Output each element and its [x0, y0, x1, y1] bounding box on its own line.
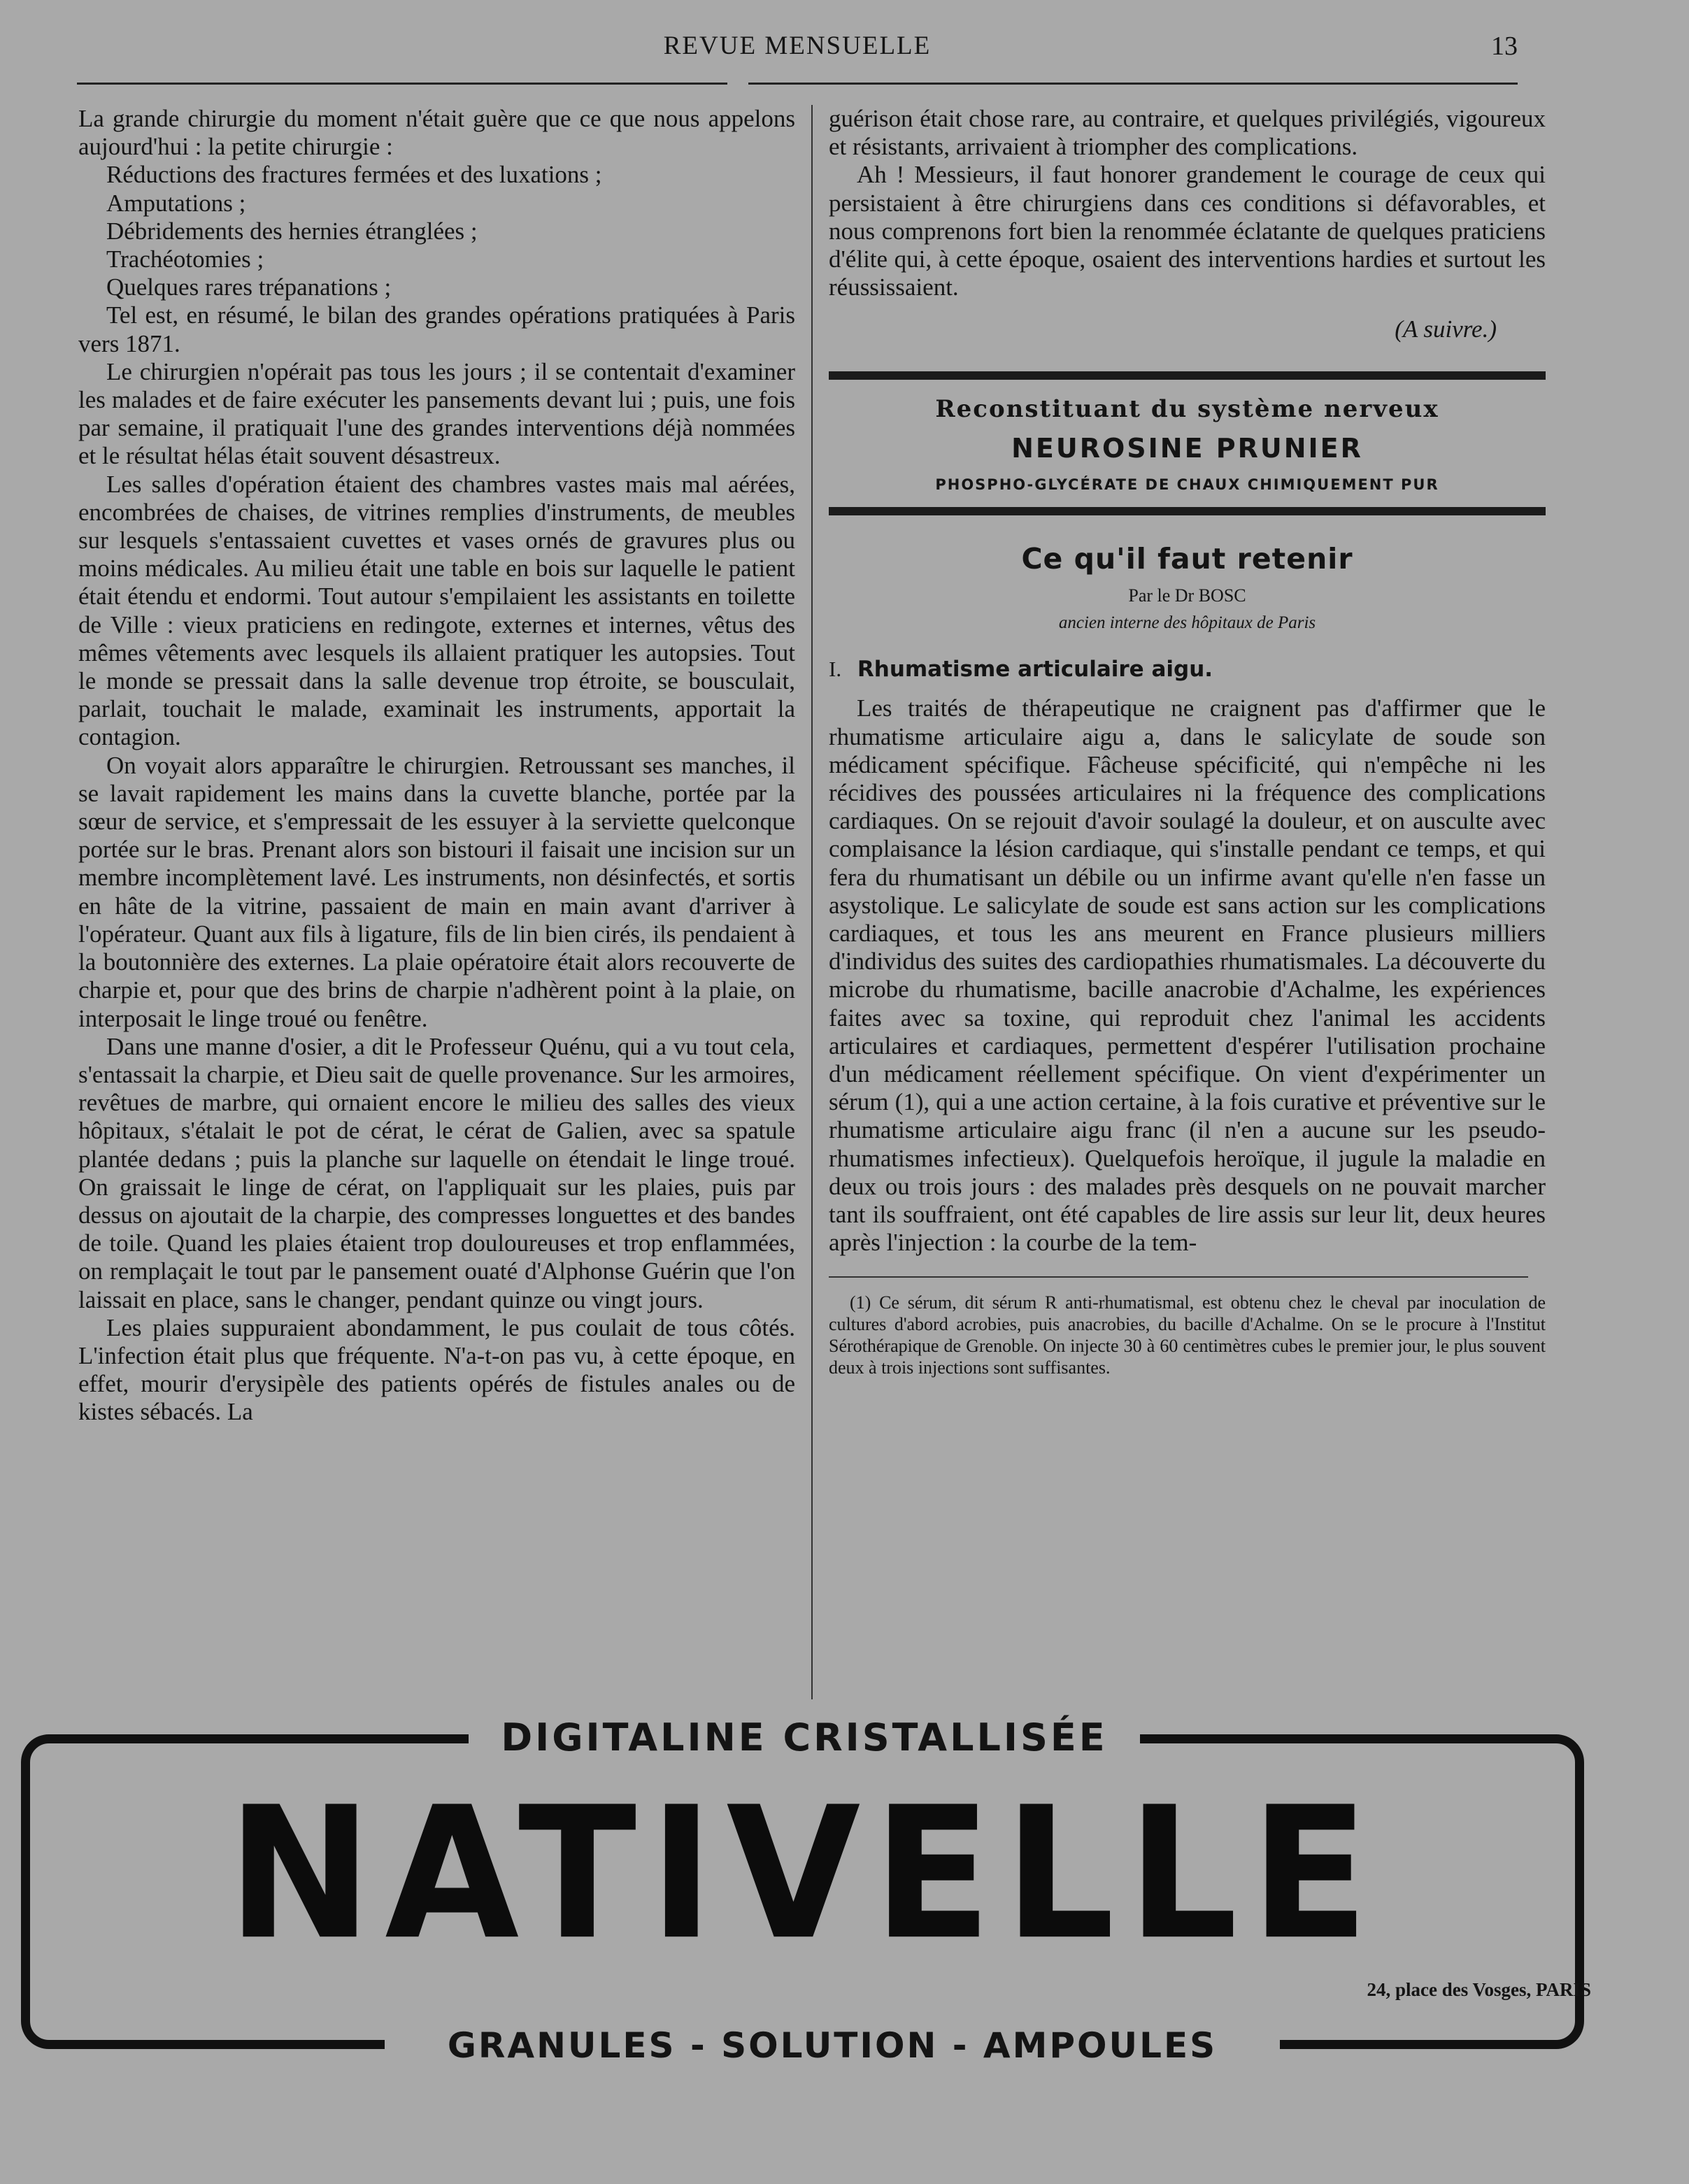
nativelle-banner	[21, 1713, 1591, 2066]
paragraph: Les salles d'opération étaient des chambres vastes mais mal aérées, encombrées de chaises, de vitrines remplies d'instruments, de meubles sur lesquels s'entassaient cuvettes et vases ornés de gravures plus ou moins médicales. Au milieu était une table en bois sur laquelle le patient était étendu et endormi. Tout autour s'empilaient les assistants en toilette de Ville : vieux praticiens en redingote, externes et internes, vêtus des mêmes vêtements avec lesquels ils allaient pratiquer les autopsies. Tout le monde se pressait dans la salle devenue trop étroite, se bousculait, parlait, touchait le malade, examinait les instruments, apportait la contagion.	[78, 470, 795, 751]
advert-product: NEUROSINE PRUNIER	[1011, 433, 1363, 464]
neurosine-advert	[829, 380, 1546, 507]
left-column	[78, 105, 795, 1427]
list-item: Amputations ;	[106, 189, 246, 217]
banner-brand: NATIVELLE	[227, 1768, 1382, 1980]
banner-top-text: DIGITALINE CRISTALLISÉE	[469, 1713, 1140, 1762]
advert-description: PHOSPHO-GLYCÉRATE DE CHAUX CHIMIQUEMENT PUR	[935, 476, 1439, 494]
banner-address: 24, place des Vosges, PARIS	[1367, 1979, 1591, 2000]
paragraph: Le chirurgien n'opérait pas tous les jours ; il se contentait d'examiner les malades et de faire exécuter les pansements devant lui ; puis, une fois par semaine, il pratiquait l'une des grandes interventions déjà nommées et le résultat hélas était souvent désastreux.	[78, 357, 795, 470]
header-rule-right	[748, 83, 1518, 85]
running-title: REVUE MENSUELLE	[663, 31, 932, 60]
article-byline: Par le Dr BOSC	[1128, 585, 1246, 606]
a-suivre-note: (A suivre.)	[1395, 315, 1497, 343]
author-affiliation: ancien interne des hôpitaux de Paris	[1058, 613, 1316, 633]
section-heading	[829, 657, 1546, 682]
page-number: 13	[1491, 31, 1518, 61]
section-number: I.	[829, 657, 842, 682]
advert-tagline: Reconstituant du système nerveux	[935, 395, 1439, 424]
list-item: Quelques rares trépanations ;	[106, 273, 392, 301]
right-column	[829, 105, 1546, 1378]
paragraph: Les plaies suppuraient abondamment, le pus coulait de tous côtés. L'infection était plus que fréquente. N'a-t-on pas vu, à cette époque, en effet, mourir d'erysipèle des patients opérés de fistules anales ou de kistes sébacés. La	[78, 1313, 795, 1426]
banner-bottom-text: GRANULES - SOLUTION - AMPOULES	[385, 2021, 1280, 2070]
paragraph: Dans une manne d'osier, a dit le Professeur Quénu, qui a vu tout cela, s'entassait la charpie, et Dieu sait de quelle provenance. Sur les armoires, revêtues de marbre, qui ornaient encore le milieu des salles des vieux hôpitaux, s'étalait le pot de cérat, le cérat de Galien, avec sa spatule plantée dedans ; puis la planche sur laquelle on étendait le linge troué. On graissait le linge de cérat, on l'appliquait sur les plaies, puis par dessus on ajoutait de la charpie, des compresses longuettes et des bandes de toile. Quand les plaies étaient trop douloureuses et trop enflammées, on remplaçait le tout par le pansement ouaté d'Alphonse Guérin que l'on laissait en place, sans le changer, pendant quinze ou vingt jours.	[78, 1032, 795, 1313]
intro-paragraph: La grande chirurgie du moment n'était guère que ce que nous appelons aujourd'hui : la petite chirurgie :	[78, 105, 795, 161]
paragraph: Tel est, en résumé, le bilan des grandes opérations pratiquées à Paris vers 1871.	[78, 301, 795, 357]
operations-list	[78, 161, 795, 301]
advert-top-rule	[829, 371, 1546, 380]
page-header	[77, 28, 1518, 91]
section-title: Rhumatisme articulaire aigu.	[857, 657, 1213, 683]
closing-paragraph: Ah ! Messieurs, il faut honorer grandement le courage de ceux qui persistaient à être chirurgiens dans ces conditions si défavorables, et nous comprenons fort bien la renommée éclatante de quelques praticiens d'élite qui, à cette époque, osaient des interventions hardies et surtout les réussissaient.	[829, 161, 1546, 301]
advert-bottom-rule	[829, 507, 1546, 515]
continuation-paragraph: guérison était chose rare, au contraire, et quelques privilégiés, vigoureux et résistants, arrivaient à triompher des complications.	[829, 105, 1546, 161]
footnote: (1) Ce sérum, dit sérum R anti-rhumatismal, est obtenu chez le cheval par inoculation de cultures d'abord acrobies, puis anacrobies, du bacille d'Achalme. On se le procure à l'Institut Sérothérapique de Grenoble. On injecte 30 à 60 centimètres cubes le premier jour, le plus souvent deux à trois injections sont suffisantes.	[829, 1292, 1546, 1378]
footnote-rule	[829, 1276, 1528, 1278]
header-rule-left	[77, 83, 727, 85]
list-item: Débridements des hernies étranglées ;	[106, 217, 478, 245]
list-item: Trachéotomies ;	[106, 245, 264, 273]
column-divider	[811, 105, 813, 1699]
article-title: Ce qu'il faut retenir	[1021, 542, 1353, 576]
list-item: Réductions des fractures fermées et des luxations ;	[106, 161, 602, 189]
article-body: Les traités de thérapeutique ne craignent pas d'affirmer que le rhumatisme articulaire aigu a, dans le salicylate de soude son médicament spécifique. Fâcheuse spécificité, qui n'empêche ni les récidives des poussées articulaires ni la fréquence des complications cardiaques. On se rejouit d'avoir soulagé la douleur, et on ausculte avec complaisance la lésion cardiaque, qui s'installe pendant ce temps, et qui fera du rhumatisant un débile ou un infirme avant qu'elle n'en fasse un asystolique. Le salicylate de soude est sans action sur les complications cardiaques, et tous les ans meurent en France plusieurs milliers d'individus des suites des cardiopathies rhumatismales. La découverte du microbe du rhumatisme, bacille anacrobie d'Achalme, les expériences faites avec sa toxine, qui reproduit chez l'animal les accidents articulaires et cardiaques, permettent d'espérer l'utilisation prochaine d'un médicament réellement spécifique. On vient d'expérimenter un sérum (1), qui a une action certaine, à la fois curative et préventive sur le rhumatisme articulaire aigu franc (il n'en a aucune sur les pseudo-rhumatismes infectieux). Quelquefois heroïque, il jugule la maladie en deux ou trois jours : des malades près desquels on ne pouvait marcher tant ils souffraient, ont été capables de lire assis sur leur lit, deux heures après l'injection : la courbe de la tem-	[829, 694, 1546, 1257]
paragraph: On voyait alors apparaître le chirurgien. Retroussant ses manches, il se lavait rapidement les mains dans la cuvette blanche, portée par la sœur de service, et s'empressait de les essuyer à la serviette quelconque portée sur le bras. Prenant alors son bistouri il faisait une incision sur un membre incomplètement lavé. Les instruments, non désinfectés, et sortis en hâte de la vitrine, passaient de main en main avant d'arriver à l'opérateur. Quant aux fils à ligature, fils de lin bien cirés, ils pendaient à la boutonnière des externes. La plaie opératoire était alors recouverte de charpie et, pour que des brins de charpie n'adhèrent point à la plaie, on interposait le linge troué ou fenêtre.	[78, 751, 795, 1032]
